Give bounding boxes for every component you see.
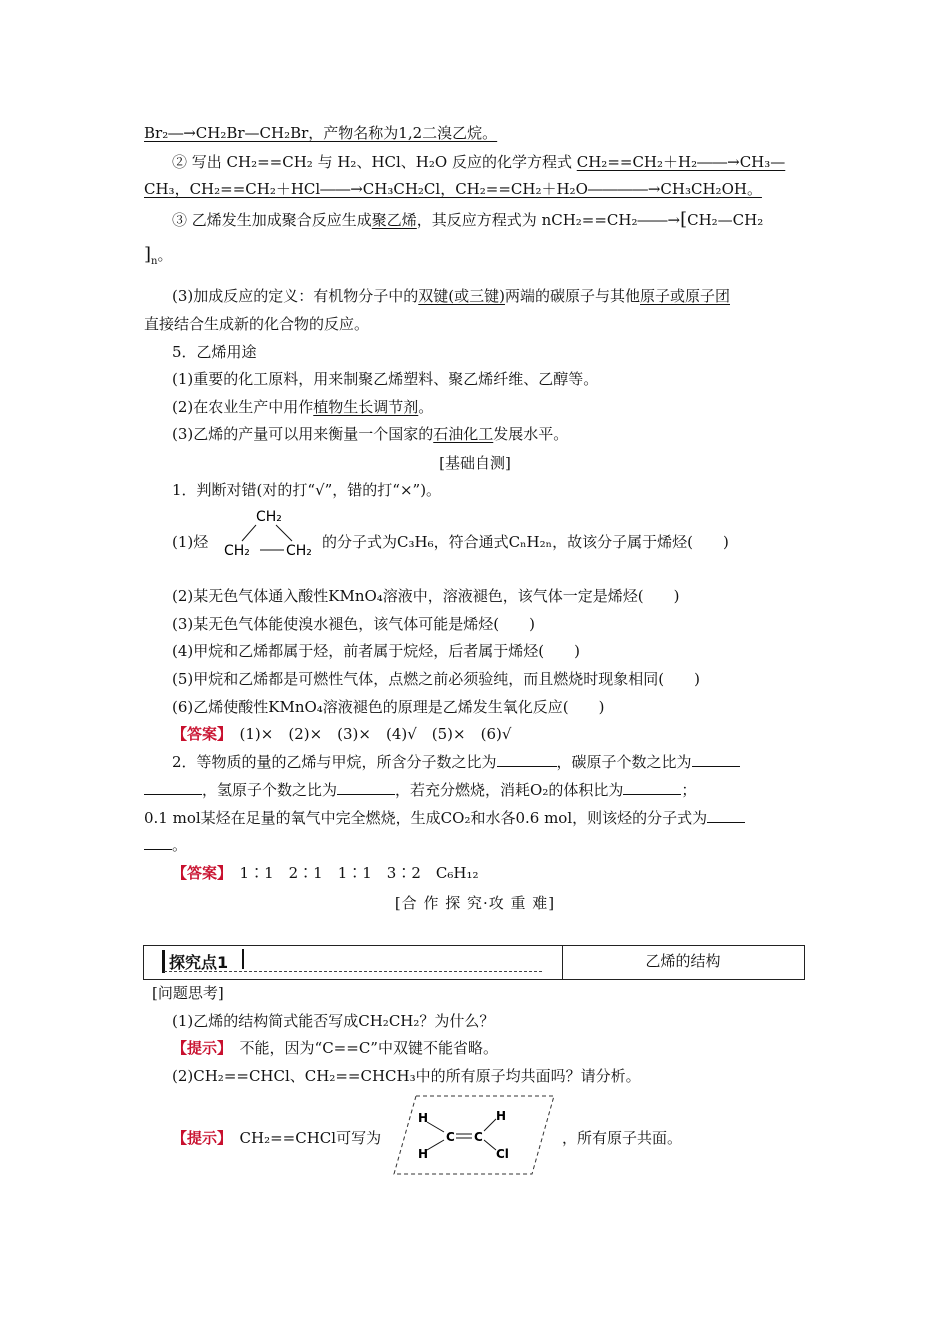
answer-1: 【答案】 (1)× (2)× (3)× (4)√ (5)× (6)√ xyxy=(172,725,512,743)
cyclopropane-structure xyxy=(220,505,320,565)
line-2: ② 写出 CH₂==CH₂ 与 H₂、HCl、H₂O 反应的化学方程式 CH₂==CH₂＋H₂――→CH₃— xyxy=(172,153,786,171)
section-cooperative: [合 作 探 究·攻 重 难] xyxy=(394,894,556,912)
line-18: (5)甲烷和乙烯都是可燃性气体，点燃之前必须验纯，而且燃烧时现象相同( ) xyxy=(172,670,700,688)
line-8: 5．乙烯用途 xyxy=(172,343,257,361)
question-2-line-1: 2．等物质的量的乙烯与甲烷，所含分子数之比为 ，碳原子个数之比为 xyxy=(172,752,740,772)
line-3: CH₃，CH₂==CH₂＋HCl――→CH₃CH₂Cl，CH₂==CH₂＋H₂O――――→CH₃CH₂OH。 xyxy=(144,180,762,198)
vinyl-chloride-structure xyxy=(392,1094,556,1176)
line-4: ③ 乙烯发生加成聚合反应生成聚乙烯，其反应方程式为 nCH₂==CH₂――→[CH₂—CH₂ xyxy=(172,209,764,230)
question-2-line-2: ，氢原子个数之比为 ，若充分燃烧，消耗O₂的体积比为 ； xyxy=(144,780,696,800)
line-14b: 的分子式为C₃H₆，符合通式CₙH₂ₙ，故该分子属于烯烃( ) xyxy=(322,533,729,551)
line-7: 直接结合生成新的化合物的反应。 xyxy=(144,315,370,333)
hint-1: 【提示】 不能，因为“C==C”中双键不能省略。 xyxy=(172,1039,498,1057)
explore-point-box xyxy=(143,945,805,980)
line-1: Br₂―→CH₂Br—CH₂Br，产物名称为1,2二溴乙烷。 xyxy=(144,124,498,142)
think-q2: (2)CH₂==CHCl、CH₂==CHCH₃中的所有原子均共面吗？请分析。 xyxy=(172,1067,641,1085)
cp-right: CH₂ xyxy=(286,543,312,559)
line-16: (3)某无色气体能使溴水褪色，该气体可能是烯烃( ) xyxy=(172,615,535,633)
line-17: (4)甲烷和乙烯都属于烃，前者属于烷烃，后者属于烯烃( ) xyxy=(172,642,580,660)
line-19: (6)乙烯使酸性KMnO₄溶液褪色的原理是乙烯发生氧化反应( ) xyxy=(172,698,605,716)
hint-2b: ，所有原子共面。 xyxy=(562,1129,683,1147)
atom-h2: H xyxy=(418,1147,429,1161)
problem-thinking: [问题思考] xyxy=(152,984,224,1002)
section-basic-test: [基础自测] xyxy=(439,454,511,472)
line-10: (2)在农业生产中用作植物生长调节剂。 xyxy=(172,398,434,416)
line-6: (3)加成反应的定义：有机物分子中的双键(或三键)两端的碳原子与其他原子或原子团 xyxy=(172,287,730,305)
atom-c1: C xyxy=(446,1130,455,1144)
hint-label: 【提示】 xyxy=(172,1129,225,1147)
answer-2: 【答案】 1∶1 2∶1 1∶1 3∶2 C₆H₁₂ xyxy=(172,864,479,882)
question-2-line-4: 。 xyxy=(144,835,187,855)
question-2-line-3: 0.1 mol某烃在足量的氧气中完全燃烧，生成CO₂和水各0.6 mol，则该烃的分子式为 xyxy=(144,808,745,828)
question-1: 1．判断对错(对的打“√”，错的打“×”)。 xyxy=(172,481,442,499)
explore-point-tag: 探究点1 xyxy=(162,950,228,973)
line-14a: (1)烃 xyxy=(172,533,209,551)
atom-h3: H xyxy=(496,1109,507,1123)
line-11: (3)乙烯的产量可以用来衡量一个国家的石油化工发展水平。 xyxy=(172,425,569,443)
hint-2a: 【提示】 CH₂==CHCl可写为 xyxy=(172,1129,382,1147)
atom-h1: H xyxy=(418,1111,429,1125)
atom-cl: Cl xyxy=(496,1147,509,1161)
explore-point-title: 乙烯的结构 xyxy=(645,952,721,970)
line-9: (1)重要的化工原料，用来制聚乙烯塑料、聚乙烯纤维、乙醇等。 xyxy=(172,370,599,388)
answer-label: 【答案】 xyxy=(172,725,225,743)
line-5: ]$_n$。 xyxy=(144,244,173,267)
answer-label: 【答案】 xyxy=(172,864,225,882)
think-q1: (1)乙烯的结构简式能否写成CH₂CH₂？为什么？ xyxy=(172,1012,495,1030)
atom-c2: C xyxy=(474,1130,483,1144)
line-15: (2)某无色气体通入酸性KMnO₄溶液中，溶液褪色，该气体一定是烯烃( ) xyxy=(172,587,680,605)
hint-label: 【提示】 xyxy=(172,1039,225,1057)
cp-top: CH₂ xyxy=(256,509,282,525)
cp-left: CH₂ xyxy=(224,543,250,559)
